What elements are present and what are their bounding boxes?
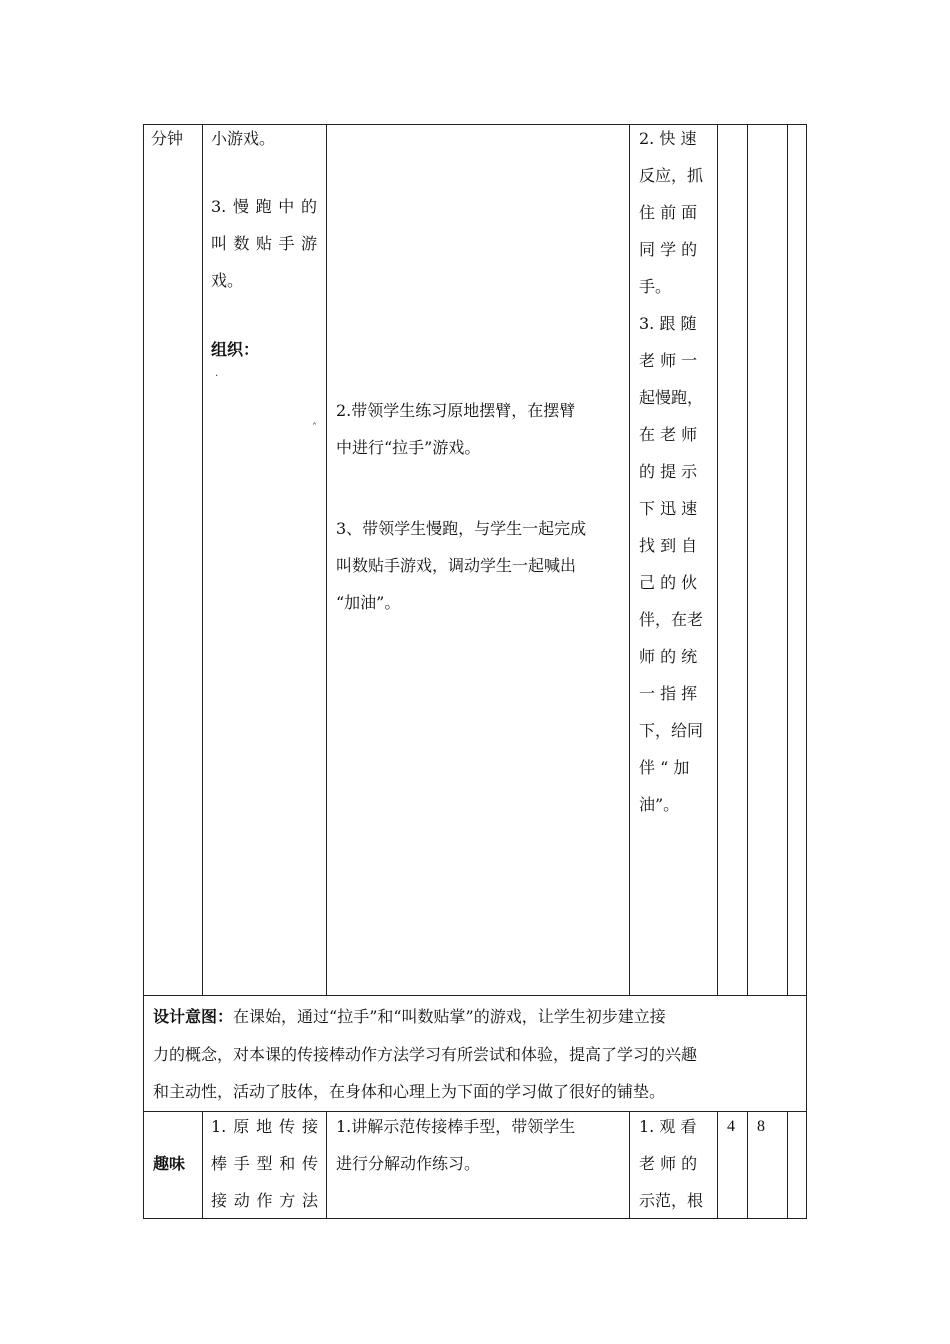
table-left-border xyxy=(143,124,144,1219)
student-line: 在 老 师 xyxy=(639,425,698,444)
lower-teacher-line: 1.讲解示范传接棒手型，带领学生 xyxy=(336,1117,576,1136)
design-intent-top-border xyxy=(143,995,807,996)
organization-mark: · xyxy=(215,371,219,382)
col-divider-5-lower xyxy=(747,1111,748,1219)
lower-student-line: 老 师 的 xyxy=(639,1154,698,1173)
student-line: 的 提 示 xyxy=(639,462,698,481)
time-unit-cell: 分钟 xyxy=(151,129,184,148)
col-divider-1 xyxy=(202,124,203,995)
design-intent-line-1 xyxy=(153,998,666,1035)
col-divider-3 xyxy=(629,124,630,995)
lower-student-line: 示范，根 xyxy=(639,1191,704,1210)
content-line: 叫数贴手游 xyxy=(211,234,317,253)
student-line: 同 学 的 xyxy=(639,240,698,259)
section-label-cell: 趣味 xyxy=(153,1154,186,1173)
lower-teacher-line: 进行分解动作练习。 xyxy=(336,1154,481,1173)
teacher-line: 叫数贴手游戏，调动学生一起喊出 xyxy=(336,556,577,575)
student-line: 住 前 面 xyxy=(639,203,698,222)
design-intent-text: 在课始，通过“拉手”和“叫数贴掌”的游戏，让学生初步建立接 xyxy=(233,1007,666,1026)
student-line: 油”。 xyxy=(639,795,680,814)
student-line: 3. 跟 随 xyxy=(639,314,697,333)
col-divider-6-lower xyxy=(787,1111,788,1219)
teacher-line: “加油”。 xyxy=(336,593,401,612)
teacher-line: 中进行“拉手”游戏。 xyxy=(336,438,481,457)
student-line: 老 师 一 xyxy=(639,351,698,370)
student-line: 找 到 自 xyxy=(639,536,698,555)
col-divider-3-lower xyxy=(629,1111,630,1219)
student-line: 2. 快 速 xyxy=(639,129,697,148)
design-intent-label: 设计意图： xyxy=(153,1007,234,1026)
student-line: 手。 xyxy=(639,277,672,296)
student-line: 一 指 挥 xyxy=(639,684,698,703)
col-divider-6 xyxy=(787,124,788,995)
col-divider-4-lower xyxy=(717,1111,718,1219)
student-line: 师 的 统 xyxy=(639,647,698,666)
lower-content-line: 接动作方法 xyxy=(211,1191,318,1210)
design-intent-line-3: 和主动性，活动了肢体，在身体和心理上为下面的学习做了很好的铺垫。 xyxy=(153,1082,666,1101)
content-line: 3.慢跑中的 xyxy=(211,197,317,216)
content-line: 小游戏。 xyxy=(211,129,276,148)
student-line: 起慢跑， xyxy=(639,388,704,407)
student-line: 反应，抓 xyxy=(639,166,704,185)
design-intent-line-2: 力的概念，对本课的传接棒动作方法学习有所尝试和体验，提高了学习的兴趣 xyxy=(153,1045,698,1064)
student-line: 伴 “ 加 xyxy=(639,758,690,777)
table-right-border xyxy=(806,124,807,1219)
col-divider-2-lower xyxy=(326,1111,327,1219)
count-cell: 4 xyxy=(727,1118,735,1135)
col-divider-2 xyxy=(326,124,327,995)
time-cell: 8 xyxy=(757,1118,765,1135)
lower-content-line: 棒手型和传 xyxy=(211,1154,318,1173)
student-line: 下 迅 速 xyxy=(639,499,698,518)
caret-mark: ˆ xyxy=(312,423,317,434)
teacher-line: 2.带领学生练习原地摆臂，在摆臂 xyxy=(336,401,576,420)
col-divider-5 xyxy=(747,124,748,995)
lower-content-line: 1.原地传接 xyxy=(211,1117,318,1136)
student-line: 下，给同 xyxy=(639,721,704,740)
lower-student-line: 1. 观 看 xyxy=(639,1117,697,1136)
col-divider-1-lower xyxy=(202,1111,203,1219)
content-line: 戏。 xyxy=(211,271,244,290)
col-divider-4 xyxy=(717,124,718,995)
student-line: 己 的 伙 xyxy=(639,573,698,592)
teacher-line: 3、带领学生慢跑，与学生一起完成 xyxy=(336,519,587,538)
student-line: 伴，在老 xyxy=(639,610,704,629)
organization-label: 组织： xyxy=(211,340,260,359)
